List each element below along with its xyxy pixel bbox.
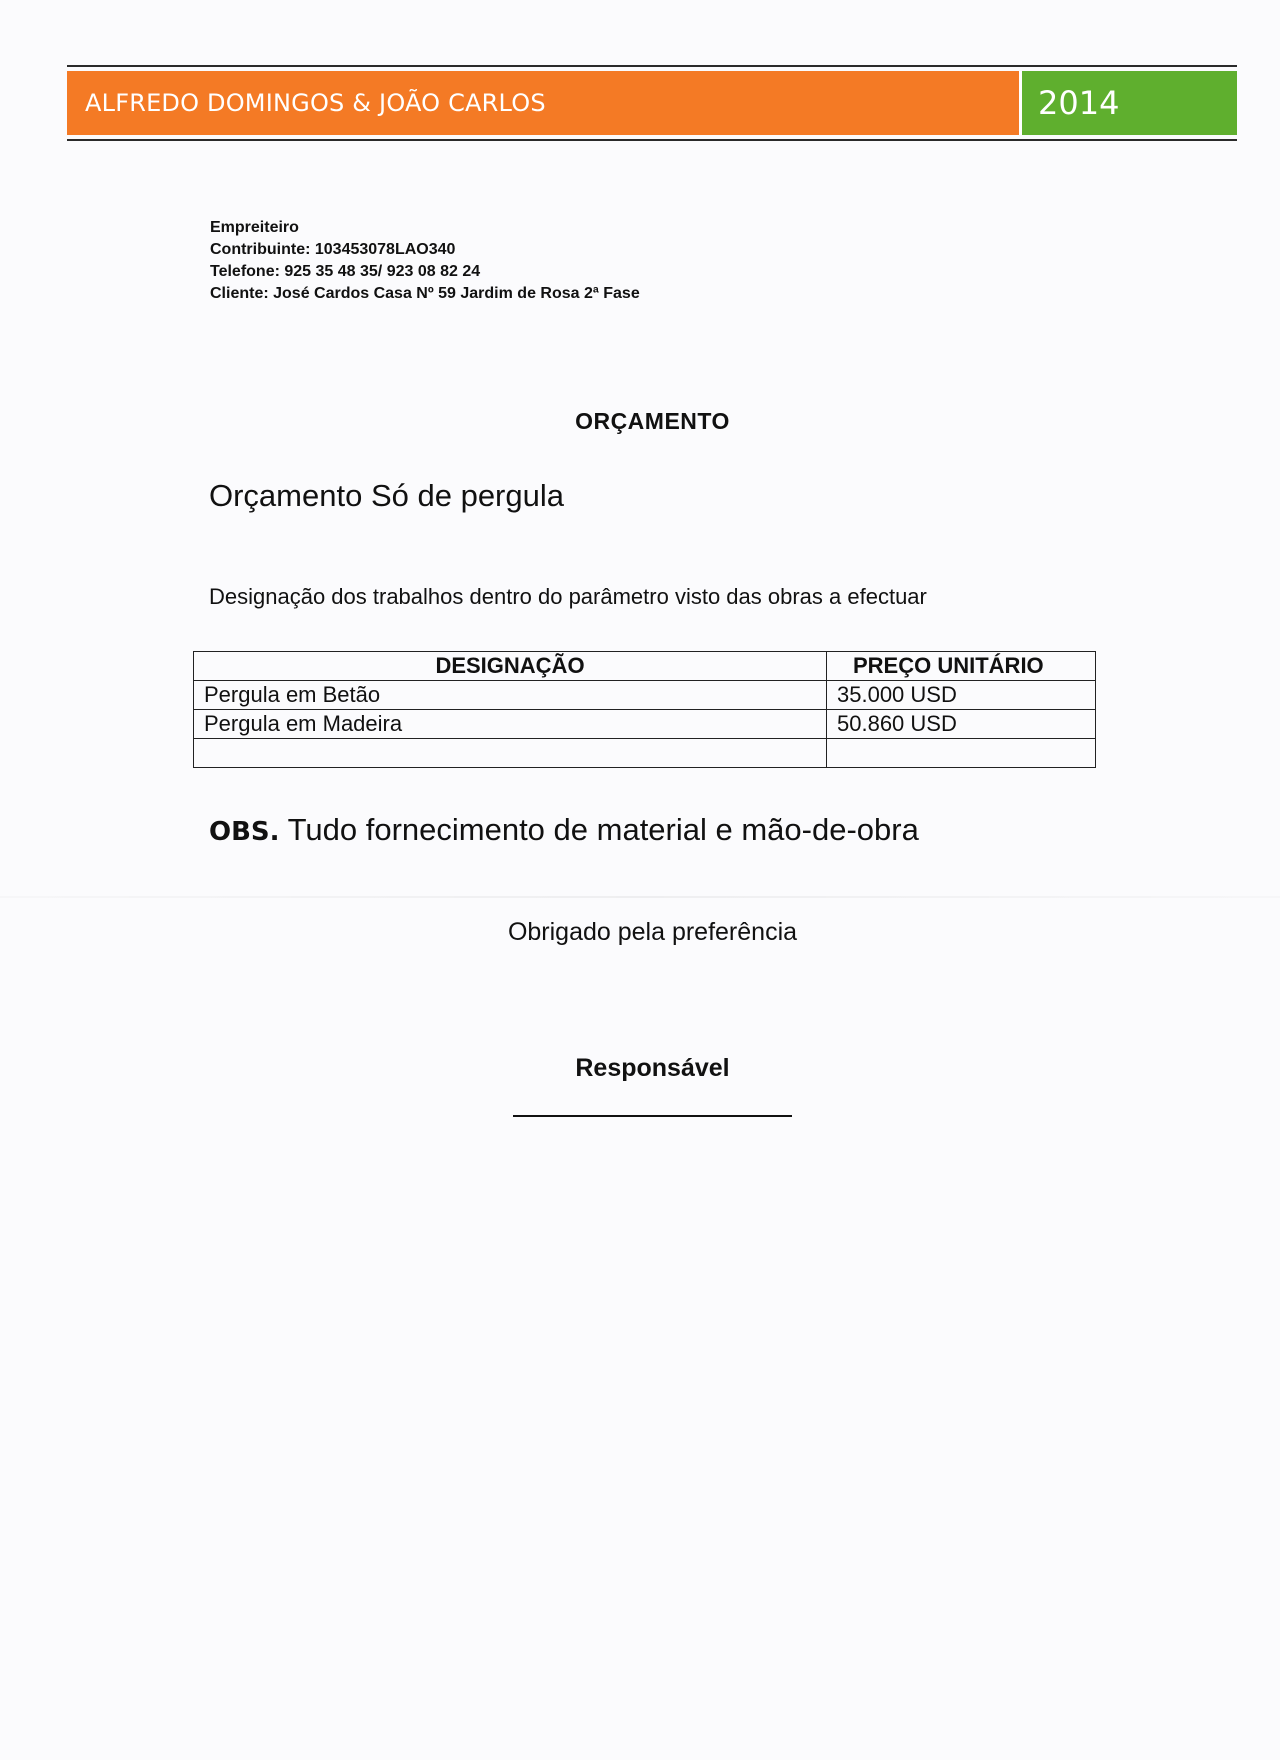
table-row xyxy=(194,710,1096,739)
row-price: 50.860 USD xyxy=(827,710,1096,739)
table-row xyxy=(194,681,1096,710)
row-designation: Pergula em Madeira xyxy=(194,710,827,739)
signature-label: Responsável xyxy=(575,1054,730,1082)
observation xyxy=(209,812,919,848)
observation-text: Tudo fornecimento de material e mão-de-obra xyxy=(287,812,919,847)
info-phone: Telefone: 925 35 48 35/ 923 08 82 24 xyxy=(210,263,481,280)
works-description: Designação dos trabalhos dentro do parâmetro visto das obras a efectuar xyxy=(209,584,927,609)
info-taxpayer: Contribuinte: 103453078LAO340 xyxy=(210,241,456,258)
closing-text: Obrigado pela preferência xyxy=(507,918,798,946)
paper-fold-line xyxy=(0,896,1280,898)
row-designation xyxy=(194,739,827,768)
header-top-rule xyxy=(67,65,1237,67)
row-designation: Pergula em Betão xyxy=(194,681,827,710)
info-role: Empreiteiro xyxy=(210,219,299,236)
document-subtitle: Orçamento Só de pergula xyxy=(209,478,564,513)
header-bottom-rule xyxy=(67,139,1237,141)
company-banner: ALFREDO DOMINGOS & JOÃO CARLOS xyxy=(67,71,1019,135)
observation-label: OBS. xyxy=(209,817,280,847)
contractor-info xyxy=(210,217,640,305)
table-row xyxy=(194,739,1096,768)
row-price xyxy=(827,739,1096,768)
year-banner: 2014 xyxy=(1022,71,1237,135)
document-title: ORÇAMENTO xyxy=(575,408,730,434)
column-header-designation: DESIGNAÇÃO xyxy=(194,652,827,681)
budget-table xyxy=(193,651,1096,768)
table-header-row xyxy=(194,652,1096,681)
column-header-unit-price: PREÇO UNITÁRIO xyxy=(827,652,1096,681)
info-client: Cliente: José Cardos Casa Nº 59 Jardim de Rosa 2ª Fase xyxy=(210,285,640,302)
row-price: 35.000 USD xyxy=(827,681,1096,710)
signature-line xyxy=(513,1115,792,1117)
